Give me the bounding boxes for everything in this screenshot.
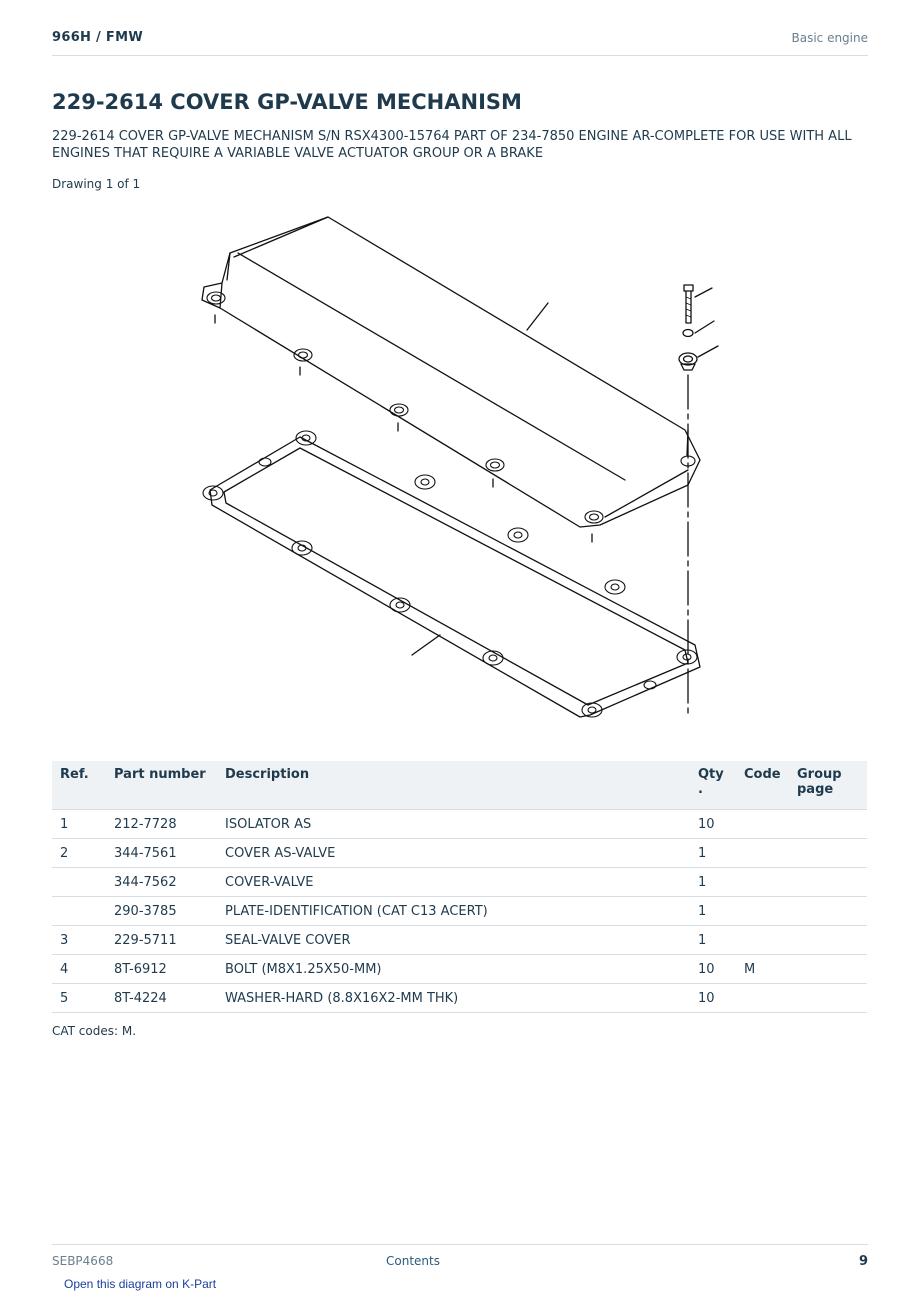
table-row [52,810,867,839]
cell-group-page [789,955,867,984]
cell-code [736,810,789,839]
table-row [52,926,867,955]
cell-part-number: 229-5711 [106,926,217,955]
cell-ref: 5 [52,984,106,1013]
cell-ref: 2 [52,839,106,868]
cell-group-page [789,839,867,868]
cell-group-page [789,926,867,955]
group-description: 229-2614 COVER GP-VALVE MECHANISM S/N RSX4300-15764 PART OF 234-7850 ENGINE AR-COMPLETE FOR USE WITH ALL ENGINES THAT REQUIRE A VARIABLE VALVE ACTUATOR GROUP OR A BRAKE [52,129,852,161]
cell-code [736,926,789,955]
cell-ref [52,868,106,897]
page-footer [52,1244,868,1275]
cell-code [736,984,789,1013]
cell-code [736,839,789,868]
cell-code [736,897,789,926]
cell-part-number: 344-7561 [106,839,217,868]
page-number: 9 [858,1254,868,1269]
cell-part-number: 344-7562 [106,868,217,897]
cell-description: COVER-VALVE [217,868,690,897]
cell-qty: 1 [690,839,736,868]
cell-ref: 3 [52,926,106,955]
cell-group-page [789,868,867,897]
cell-code: M [736,955,789,984]
parts-table [52,761,867,1013]
cell-group-page [789,810,867,839]
cell-group-page [789,897,867,926]
table-row [52,897,867,926]
drawing-count: Drawing 1 of 1 [52,177,141,191]
table-row [52,839,867,868]
cell-qty: 1 [690,897,736,926]
col-group-page-header: Group page [789,761,867,810]
col-code-header: Code [736,761,789,810]
leader-line-cover [527,303,548,330]
contents-link[interactable]: Contents [386,1254,440,1268]
cell-description: PLATE-IDENTIFICATION (CAT C13 ACERT) [217,897,690,926]
document-number: SEBP4668 [52,1254,114,1268]
cell-description: WASHER-HARD (8.8X16X2-MM THK) [217,984,690,1013]
cell-ref: 4 [52,955,106,984]
table-row [52,868,867,897]
exploded-parts-diagram [190,205,730,730]
cell-qty: 10 [690,810,736,839]
cell-group-page [789,984,867,1013]
cell-description: COVER AS-VALVE [217,839,690,868]
table-header-row [52,761,867,810]
cell-description: ISOLATOR AS [217,810,690,839]
cell-part-number: 8T-6912 [106,955,217,984]
table-row [52,955,867,984]
col-ref-header: Ref. [52,761,106,810]
page-title: 229-2614 COVER GP-VALVE MECHANISM [52,90,522,114]
cell-qty: 1 [690,868,736,897]
section-name: Basic engine [791,31,868,45]
machine-model: 966H / FMW [52,30,143,45]
col-description-header: Description [217,761,690,810]
cell-qty: 1 [690,926,736,955]
table-row [52,984,867,1013]
cell-qty: 10 [690,955,736,984]
valve-cover-drawing [202,217,700,542]
leader-line-gasket [412,635,440,655]
cell-part-number: 290-3785 [106,897,217,926]
col-qty-header: Qty . [690,761,736,810]
cell-ref [52,897,106,926]
cell-description: SEAL-VALVE COVER [217,926,690,955]
cat-codes-note: CAT codes: M. [52,1024,137,1038]
kpart-link[interactable]: Open this diagram on K-Part [64,1277,217,1291]
cell-description: BOLT (M8X1.25X50-MM) [217,955,690,984]
cell-qty: 10 [690,984,736,1013]
cell-part-number: 8T-4224 [106,984,217,1013]
col-part-number-header: Part number [106,761,217,810]
page-header [52,28,868,56]
cell-part-number: 212-7728 [106,810,217,839]
cell-ref: 1 [52,810,106,839]
cell-code [736,868,789,897]
